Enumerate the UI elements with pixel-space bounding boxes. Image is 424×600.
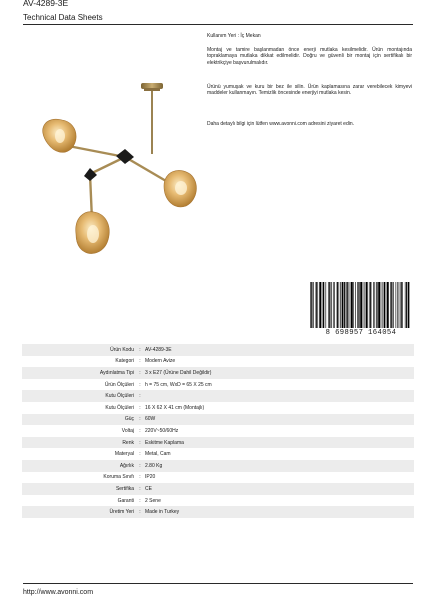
spec-row [22, 448, 414, 460]
spec-value: Eskitme Kaplama [143, 437, 414, 449]
barcode-bar [393, 282, 394, 328]
barcode [308, 282, 414, 338]
barcode-bar [397, 282, 398, 328]
spec-row [22, 425, 414, 437]
barcode-bar [339, 282, 340, 328]
barcode-bar [311, 282, 312, 328]
spec-row [22, 495, 414, 507]
barcode-bar [401, 282, 402, 328]
barcode-bar [340, 282, 341, 328]
barcode-bar [344, 282, 345, 328]
spec-separator: : [137, 437, 143, 449]
barcode-bar [405, 282, 406, 328]
barcode-bar [342, 282, 344, 328]
product-photo [18, 82, 208, 264]
barcode-bar [374, 282, 375, 328]
spec-value: h = 75 cm, WxD = 65 X 25 cm [145, 381, 212, 388]
barcode-bar [353, 282, 354, 328]
spec-value: Metal, Cam [145, 451, 171, 458]
footer-divider [23, 583, 413, 584]
barcode-bar [319, 282, 321, 328]
glass-shade-bottom [76, 212, 109, 254]
spec-row [22, 367, 414, 379]
spec-label: Garanti [117, 497, 134, 504]
barcode-bar [328, 282, 329, 328]
spec-label: Aydınlatma Tipi [22, 367, 137, 379]
barcode-bar [358, 282, 359, 328]
barcode-bar [396, 282, 397, 328]
document-subtitle: Technical Data Sheets [23, 13, 103, 22]
spec-label: Kategori [115, 358, 134, 365]
barcode-bar [366, 282, 368, 328]
barcode-bar [322, 282, 323, 328]
barcode-bar [391, 282, 392, 328]
spec-separator: : [137, 414, 143, 426]
spec-value: 2.80 Kg [143, 460, 414, 472]
barcode-bar [370, 282, 371, 328]
spec-separator: : [139, 497, 141, 504]
barcode-bar [323, 282, 324, 328]
spec-label: Üretim Yeri [22, 506, 137, 518]
barcode-bar [310, 282, 311, 328]
spec-row [22, 402, 414, 414]
spec-separator: : [139, 427, 141, 434]
barcode-bar [378, 282, 380, 328]
barcode-bar [317, 282, 318, 328]
barcode-bar [406, 282, 407, 328]
footer-url: http://www.avonni.com [23, 589, 94, 596]
barcode-bar [365, 282, 366, 328]
spec-separator: : [137, 390, 143, 402]
barcode-bar [360, 282, 362, 328]
spec-table [22, 344, 414, 518]
spec-value: 3 x E27 (Ürüne Dahil Değildir) [143, 367, 414, 379]
spec-row [22, 344, 414, 356]
spec-value: 60W [143, 414, 414, 426]
barcode-bar [316, 282, 317, 328]
barcode-bar [381, 282, 382, 328]
barcode-bar [363, 282, 364, 328]
spec-separator: : [139, 358, 141, 365]
spec-separator: : [137, 367, 143, 379]
cleaning-note: Ürünü yumuşak ve kuru bir bez ile silin. Ürün kaplamasına zarar verebilecek kimyevi maddeler kullanmayın. Temizlik öncesinde enerjiyi mutlaka kesin. [207, 84, 412, 97]
barcode-bar [402, 282, 403, 328]
spec-separator: : [139, 451, 141, 458]
safety-note: Montaj ve tamire başlanmadan önce enerji mutlaka kesilmelidir. Ürün montajında topraklamaya mutlaka dikkat edilmelidir. Doğru ve güvenli bir montaj için sertifikalı bir elektrikçiye başvurulmalıdır. [207, 47, 412, 66]
glass-shade-right [164, 170, 196, 206]
barcode-number: 8 698957 164054 [325, 329, 397, 337]
spec-row [22, 472, 414, 484]
barcode-bar [329, 282, 330, 328]
spec-row [22, 356, 414, 368]
spec-label: Ağırlık [22, 460, 137, 472]
spec-label: Güç [22, 414, 137, 426]
spec-separator: : [137, 344, 143, 356]
barcode-bar [383, 282, 384, 328]
spec-label: Materyal [114, 451, 134, 458]
spec-value: Made in Turkey [143, 506, 414, 518]
spec-label: Voltaj [121, 427, 134, 434]
spec-value: 16 X 62 X 41 cm (Montajlı) [145, 404, 205, 411]
barcode-bar [355, 282, 356, 328]
spec-separator: : [139, 381, 141, 388]
barcode-bar [357, 282, 358, 328]
spec-value: AV-4289-3E [143, 344, 414, 356]
barcode-bar [326, 282, 327, 328]
spec-separator: : [139, 474, 141, 481]
spec-label: Kutu Ölçüleri [22, 390, 137, 402]
spec-row [22, 437, 414, 449]
barcode-bar [384, 282, 385, 328]
barcode-bar [386, 282, 387, 328]
barcode-bar [331, 282, 332, 328]
spec-separator: : [137, 483, 143, 495]
header-divider [23, 24, 413, 25]
spec-value: 220V~50/60Hz [145, 427, 179, 434]
spec-row [22, 379, 414, 391]
ceiling-canopy [141, 83, 163, 91]
spec-value [143, 390, 414, 402]
spec-value: Modern Avize [145, 358, 176, 365]
barcode-bar [313, 282, 314, 328]
spec-separator: : [137, 506, 143, 518]
barcode-bar [333, 282, 334, 328]
barcode-bar [390, 282, 391, 328]
spec-value: IP20 [145, 474, 156, 481]
barcode-bar [347, 282, 348, 328]
product-code-title: AV-4289-3E [23, 0, 69, 8]
barcode-bar [399, 282, 400, 328]
spec-row [22, 483, 414, 495]
glass-shade-left [43, 119, 76, 152]
barcode-bar [376, 282, 377, 328]
spec-label: Renk [22, 437, 137, 449]
spec-row [22, 506, 414, 518]
barcode-bar [373, 282, 374, 328]
spec-label: Ürün Ölçüleri [104, 381, 134, 388]
spec-row [22, 460, 414, 472]
spec-label: Ürün Kodu [22, 344, 137, 356]
barcode-bar [408, 282, 409, 328]
barcode-bar [350, 282, 351, 328]
barcode-bar [387, 282, 389, 328]
barcode-bar [334, 282, 335, 328]
spec-label: Koruma Sınıfı [103, 474, 134, 481]
spec-value: 2 Sene [145, 497, 161, 504]
spec-separator: : [137, 460, 143, 472]
spec-row [22, 390, 414, 402]
spec-label: Sertifika [22, 483, 137, 495]
barcode-bar [346, 282, 347, 328]
barcode-bar [337, 282, 338, 328]
barcode-bar [369, 282, 370, 328]
spec-label: Kutu Ölçüleri [105, 404, 134, 411]
barcode-bar [351, 282, 353, 328]
website-note: Daha detaylı bilgi için lütfen www.avonni.com adresini ziyaret edin. [207, 121, 355, 127]
usage-location: Kullanım Yeri : İç Mekan [207, 33, 261, 39]
spec-row [22, 414, 414, 426]
spec-value: CE [143, 483, 414, 495]
barcode-bars [310, 282, 410, 328]
spec-separator: : [139, 404, 141, 411]
